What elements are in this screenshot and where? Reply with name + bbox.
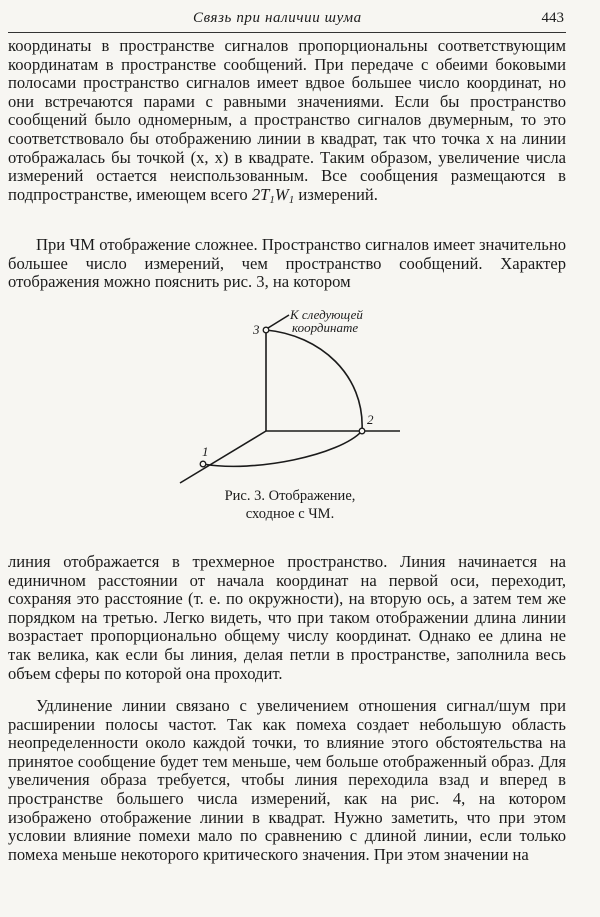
figure-caption: [175, 487, 405, 523]
point-3-marker: [263, 327, 269, 333]
point-2-marker: [359, 428, 365, 434]
figure-caption-line1: Рис. 3. Отображение,: [224, 488, 356, 504]
paragraph-1-end: измерений.: [294, 184, 378, 204]
paragraph-2: При ЧМ отображение сложнее. Пространство сигналов имеет значительно большее число измерений, чем пространство сообщений. Характер отображения можно пояснить рис. 3, на котором: [8, 235, 566, 292]
formula-2t1w1: $2T_1W_1$: [251, 184, 295, 206]
arc-2-to-1: [203, 431, 362, 466]
paragraph-3: линия отображается в трехмерное пространство. Линия начинается на единичном расстоянии от начала координат на первой оси, переходит, сохраняя это расстояние (т. е. по окружности), на вторую ось, а затем тем же порядком на третью. Легко видеть, что при таком отображении длина линии возрастает пропорционально общему числу координат. Однако ее длина не так велика, как если бы линия, делая петли в пространстве, заполнила весь объем сферы по которой она проходит.: [8, 552, 566, 683]
running-head: [8, 6, 564, 28]
paragraph-4: Удлинение линии связано с увеличением отношения сигнал/шум при расширении полосы частот. Так как помеха создает небольшую область неопределенности около каждой точки, то влияние этого обстоятельства на принятое сообщение будет тем меньше, чем больше отображенный образ. Для увеличения образа требуется, чтобы линия переходила взад и вперед в пространстве большего числа измерений, как на рис. 4, на котором изображено отображение линии в квадрат. Нужно заметить, что при этом условии влияние помехи мало по сравнению с длиной линии, если только помеха меньше некоторого критического значения. При этом значении на: [8, 696, 566, 864]
figure-caption-line2: сходное с ЧМ.: [245, 506, 335, 522]
paragraph-1-text: координаты в пространстве сигналов пропорциональны соответствующим координатам в пространстве сообщений. При передаче с обеими боковыми полосами пространство сигналов имеет вдвое большее число координат, но они встречаются парами с равными значениями. Если бы пространство сообщений было одномерным, а пространство сигналов двумерным, то это соответствовало бы отображению линии в квадрат, так что точка x на линии отображалась бы точкой (x, x) в квадрате. Таким образом, увеличение числа измерений остается неиспользованным. Все сообщения размещаются в подпространстве, имеющем всего: [8, 36, 566, 204]
header-rule: [8, 32, 566, 33]
label-next-coordinate-line1: К следующей: [290, 307, 363, 322]
point-2-label: 2: [367, 412, 374, 427]
point-1-label: 1: [202, 444, 209, 459]
running-title: Связь при наличии шума: [193, 10, 362, 26]
axis-diagonal: [180, 431, 266, 483]
arc-3-to-2: [266, 330, 362, 431]
point-1-marker: [200, 461, 206, 467]
page-number: 443: [541, 10, 564, 26]
paragraph-1: [8, 37, 566, 209]
label-pointer: [268, 315, 289, 328]
point-3-label: 3: [253, 322, 260, 337]
label-next-coordinate-line2: координате: [292, 320, 359, 335]
